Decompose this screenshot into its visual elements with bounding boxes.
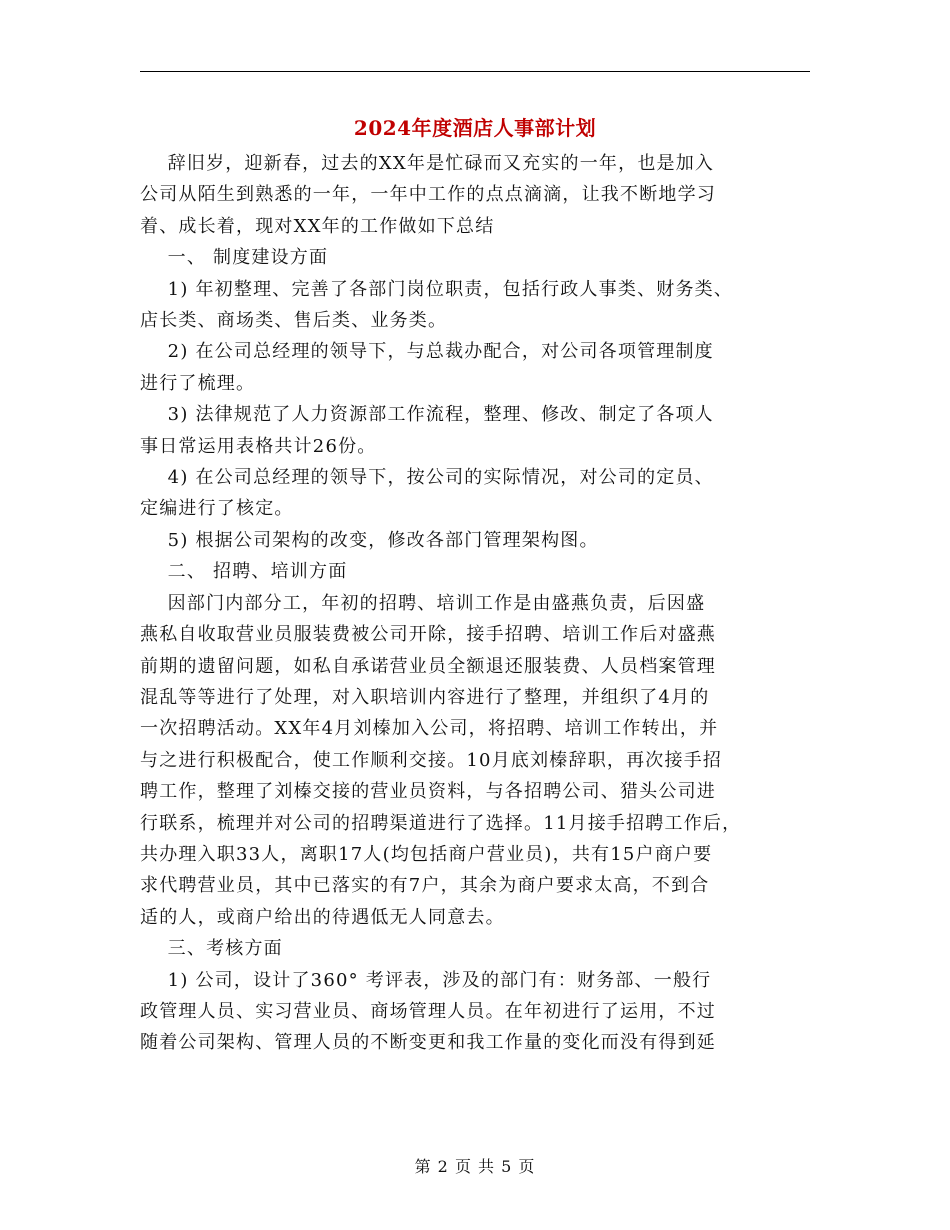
body-line: 3) 法律规范了人力资源部工作流程，整理、修改、制定了各项人 [140,404,714,426]
body-line: 5) 根据公司架构的改变，修改各部门管理架构图。 [140,529,599,551]
body-line: 聘工作，整理了刘榛交接的营业员资料，与各招聘公司、猎头公司进 [140,781,716,803]
body-line: 公司从陌生到熟悉的一年，一年中工作的点点滴滴，让我不断地学习 [140,184,716,206]
body-line: 1) 公司，设计了360° 考评表，涉及的部门有：财务部、一般行 [140,969,712,991]
body-line: 政管理人员、实习营业员、商场管理人员。在年初进行了运用，不过 [140,1000,716,1022]
body-line: 1) 年初整理、完善了各部门岗位职责，包括行政人事类、财务类、 [140,278,734,300]
body-line: 因部门内部分工，年初的招聘、培训工作是由盛燕负责，后因盛 [140,592,706,614]
body-line: 求代聘营业员，其中已落实的有7户，其余为商户要求太高，不到合 [140,875,710,897]
body-line: 三、考核方面 [140,938,283,960]
document-title: 2024年度酒店人事部计划 [353,116,597,140]
body-line: 共办理入职33人，离职17人(均包括商户营业员)，共有15户商户要 [140,843,713,865]
body-line: 辞旧岁，迎新春，过去的XX年是忙碌而又充实的一年，也是加入 [140,153,715,174]
body-line: 定编进行了核定。 [140,498,294,520]
body-line: 适的人，或商户给出的待遇低无人同意去。 [140,906,505,928]
body-line: 混乱等等进行了处理，对入职培训内容进行了整理，并组织了4月的 [140,686,710,708]
body-line: 着、成长着，现对XX年的工作做如下总结 [140,215,495,237]
body-line: 与之进行积极配合，使工作顺利交接。10月底刘榛辞职，再次接手招 [140,749,723,771]
header-rule [140,71,810,72]
document-body [140,148,820,1059]
body-line: 店长类、商场类、售后类、业务类。 [140,310,448,332]
body-line: 前期的遗留问题，如私自承诺营业员全额退还服装费、人员档案管理 [140,655,716,677]
body-line: 事日常运用表格共计26份。 [140,435,377,457]
body-line: 一次招聘活动。XX年4月刘榛加入公司，将招聘、培训工作转出，并 [140,718,719,740]
body-line: 4) 在公司总经理的领导下，按公司的实际情况，对公司的定员、 [140,467,714,489]
body-line: 燕私自收取营业员服装费被公司开除，接手招聘、培训工作后对盛燕 [140,624,716,646]
body-line: 进行了梳理。 [140,372,256,394]
body-line: 行联系，梳理并对公司的招聘渠道进行了选择。11月接手招聘工作后， [140,812,742,834]
body-line: 二、 招聘、培训方面 [140,561,348,583]
body-line: 2) 在公司总经理的领导下，与总裁办配合，对公司各项管理制度 [140,341,714,363]
body-line: 一、 制度建设方面 [140,247,329,269]
page-number-footer: 第 2 页 共 5 页 [414,1157,536,1176]
body-line: 随着公司架构、管理人员的不断变更和我工作量的变化而没有得到延 [140,1032,716,1054]
